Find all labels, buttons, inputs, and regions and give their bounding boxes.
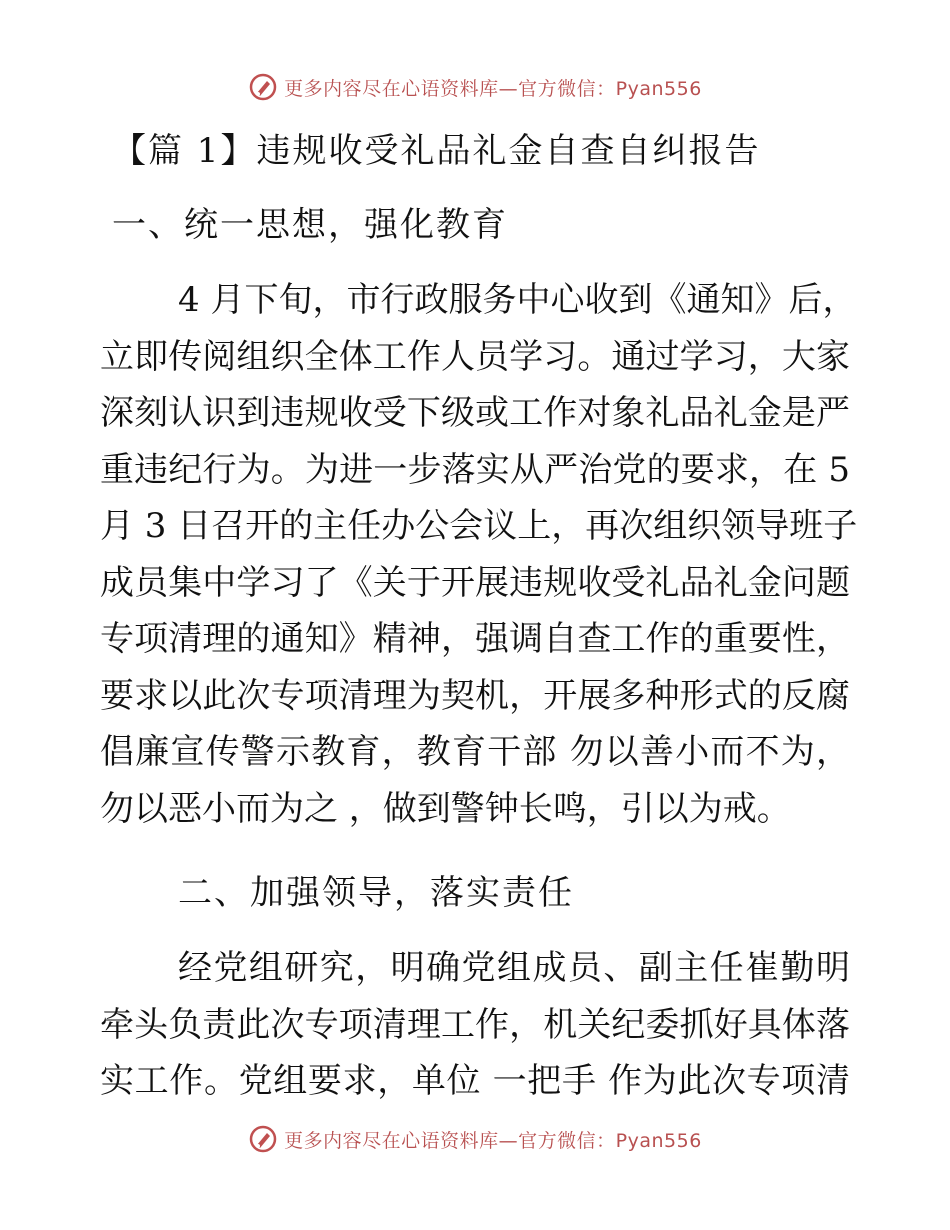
section-heading-1: 一、统一思想，强化教育 (112, 205, 508, 245)
paragraph-line: 专项清理的通知》精神，强调自查工作的重要性， (100, 619, 850, 659)
paragraph-line: 经党组研究，明确党组成员、副主任崔勤明 (178, 948, 850, 988)
section-heading-2: 二、加强领导，落实责任 (178, 873, 574, 913)
paragraph-line: 牵头负责此次专项清理工作，机关纪委抓好具体落 (100, 1004, 850, 1045)
section-2-body (100, 940, 850, 1110)
paragraph-line: 倡廉宣传警示教育，教育干部 勿以善小而不为， (100, 732, 850, 772)
section-1-body (100, 272, 858, 837)
paragraph-line: 勿以恶小而为之 ，做到警钟长鸣，引以为戒。 (100, 788, 791, 829)
paragraph-line: 立即传阅组织全体工作人员学习。通过学习，大家 (100, 336, 850, 377)
paragraph-line: 深刻认识到违规收受下级或工作对象礼品礼金是严 (100, 393, 850, 433)
paragraph-line: 月 3 日召开的主任办公会议上，再次组织领导班子 (100, 506, 858, 546)
paragraph-line: 要求以此次专项清理为契机，开展多种形式的反腐 (100, 675, 850, 716)
pen-nib-logo-icon (248, 1124, 278, 1154)
watermark-header (0, 72, 950, 102)
paragraph-line: 4 月下旬，市行政服务中心收到《通知》后， (178, 280, 857, 320)
pen-nib-logo-icon (248, 72, 278, 102)
watermark-text: 更多内容尽在心语资料库—官方微信：Pyan556 (284, 77, 702, 100)
paragraph-line: 成员集中学习了《关于开展违规收受礼品礼金问题 (100, 562, 850, 603)
watermark-footer (0, 1124, 950, 1154)
watermark-text: 更多内容尽在心语资料库—官方微信：Pyan556 (284, 1129, 702, 1152)
paragraph-line: 重违纪行为。为进一步落实从严治党的要求，在 5 (100, 449, 850, 490)
document-title: 【篇 1】违规收受礼品礼金自查自纠报告 (112, 131, 761, 171)
paragraph-line: 实工作。党组要求，单位 一把手 作为此次专项清 (100, 1061, 850, 1101)
